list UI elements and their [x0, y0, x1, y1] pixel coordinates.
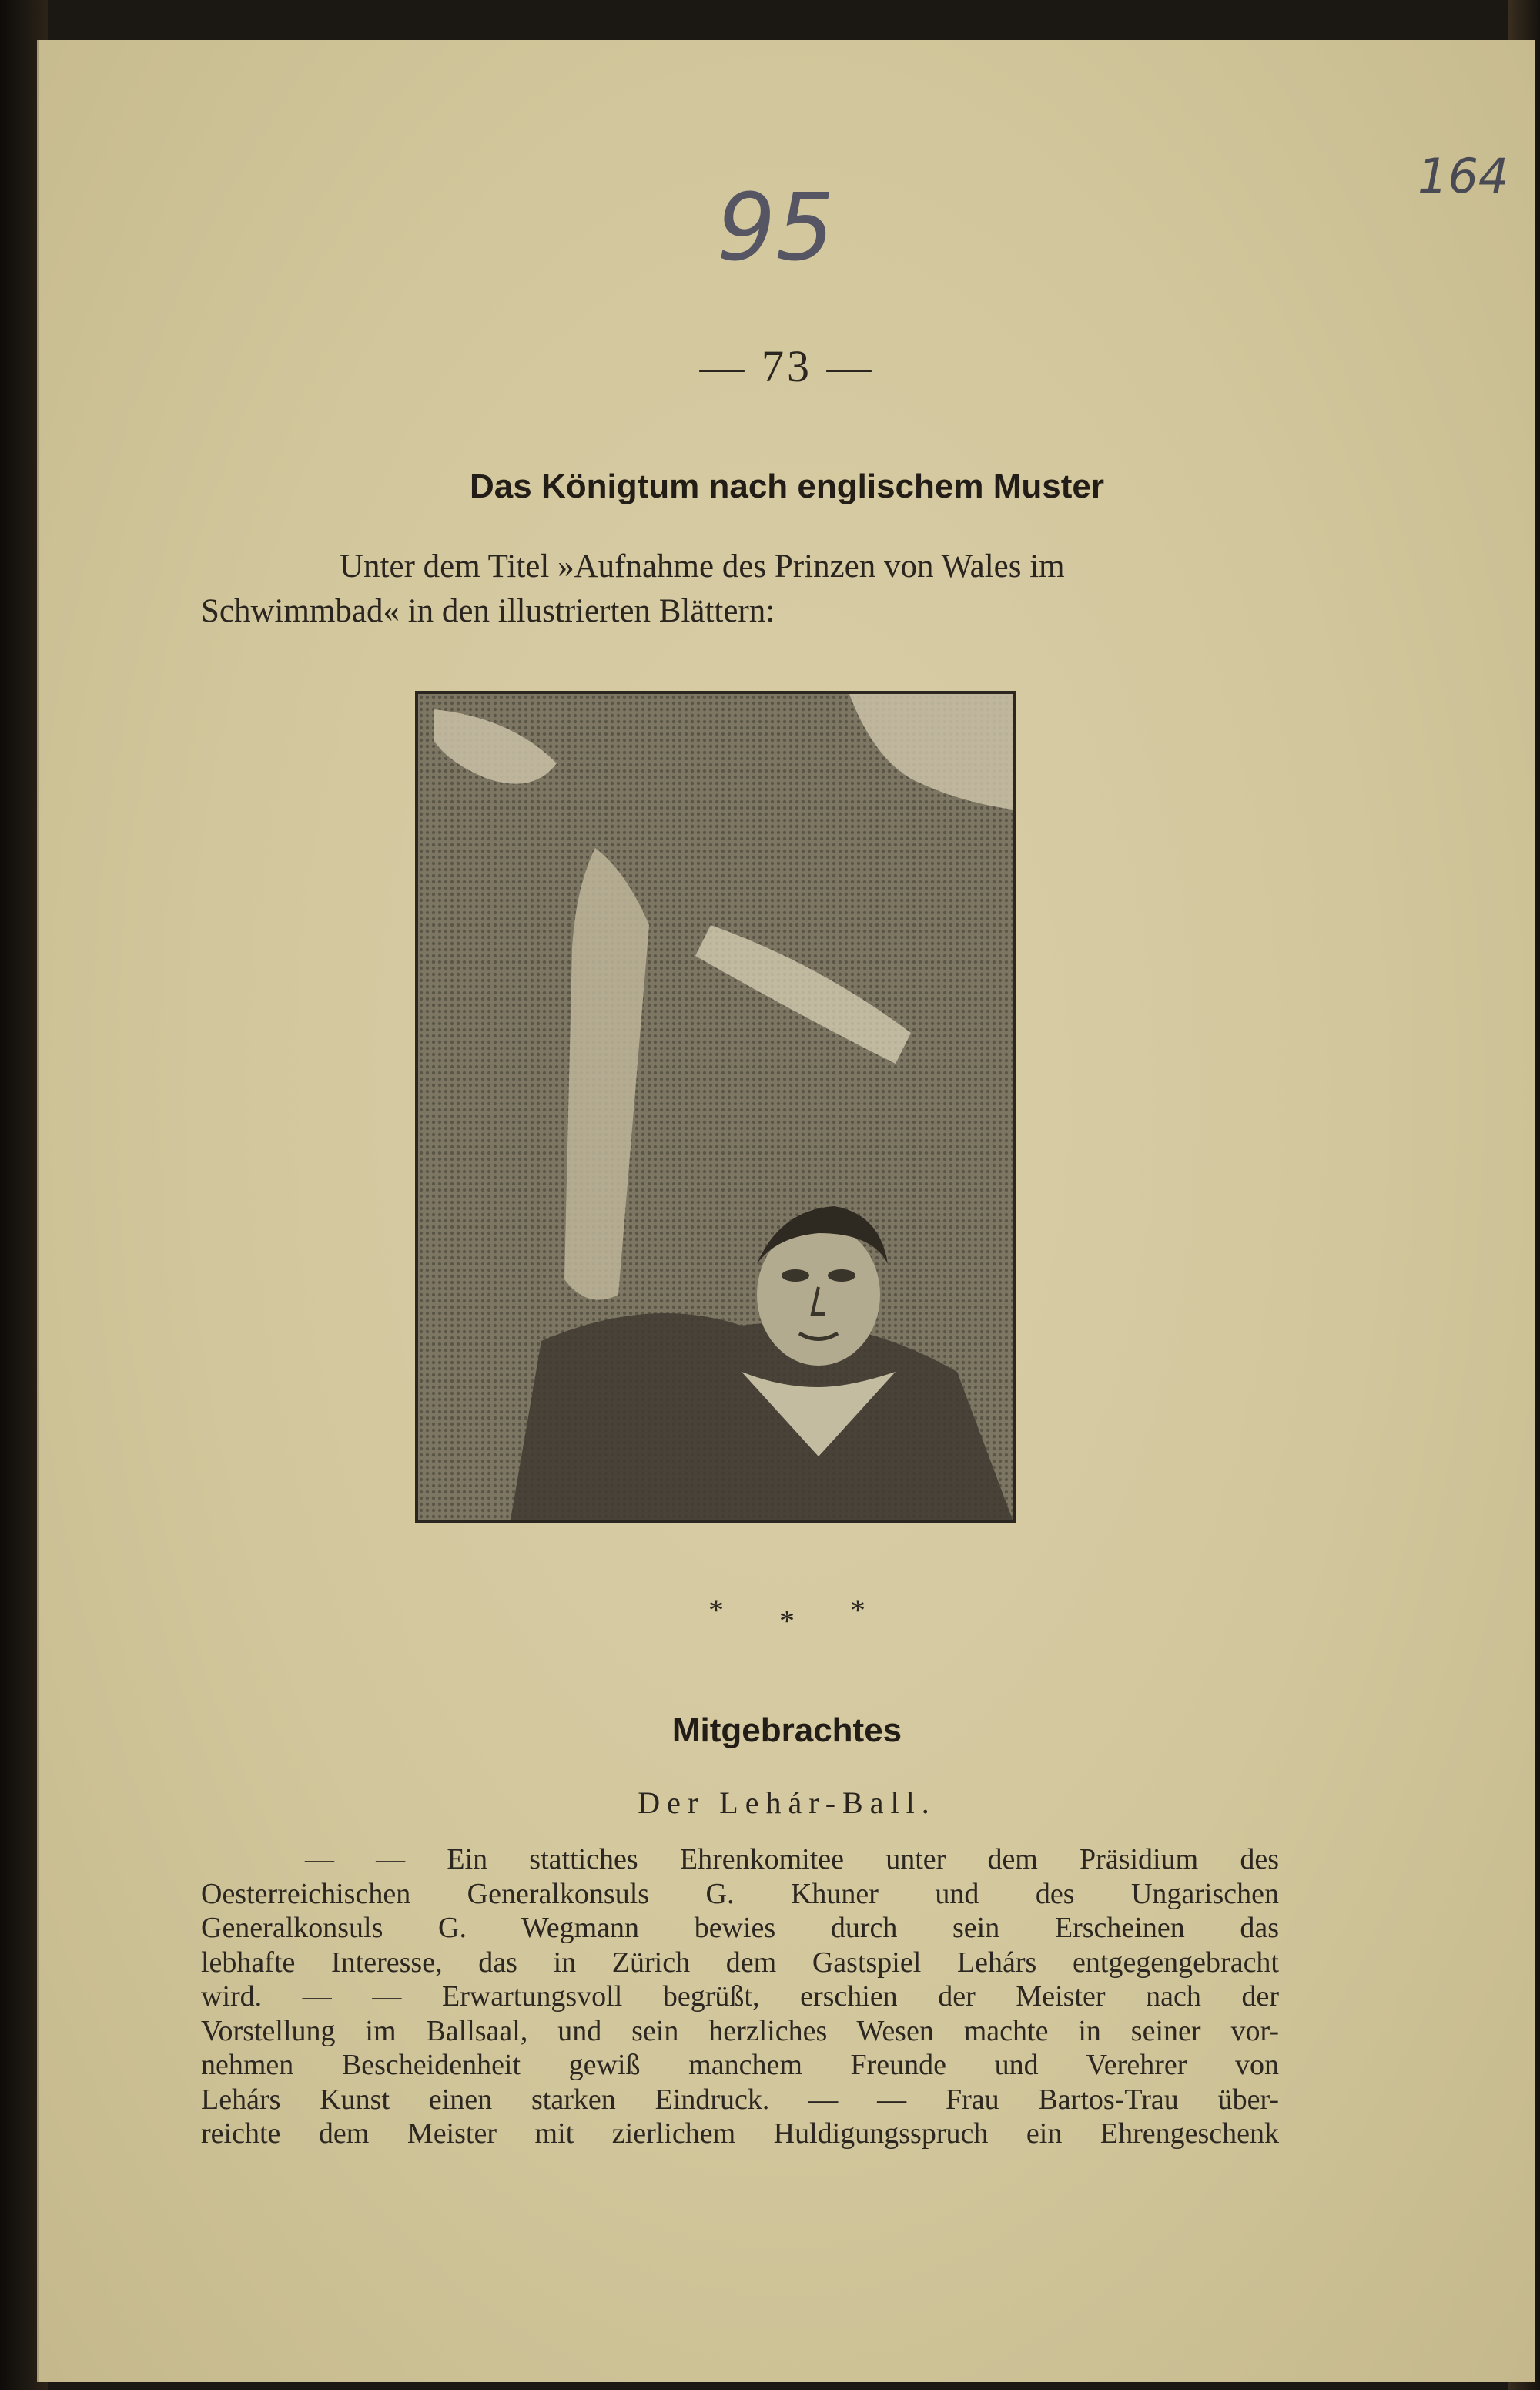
- text-line: reichte dem Meister mit zierlichem Huldigungsspruch ein Ehrengeschenk: [201, 2117, 1279, 2150]
- text-line: — — Ein stattiches Ehrenkomitee unter dem Präsidium des: [305, 1843, 1279, 1875]
- asterisk: *: [779, 1604, 795, 1638]
- page-number: — 73 —: [699, 341, 875, 391]
- handwritten-folio-number: 164: [1418, 148, 1509, 204]
- article-body: [201, 1842, 1279, 2151]
- section-separator: [39, 1592, 1535, 1638]
- halftone-photo-prince-of-wales: [415, 691, 1016, 1523]
- text-line: wird. — — Erwartungsvoll begrüßt, erschien der Meister nach der: [201, 1980, 1279, 2013]
- photo-illustration: [418, 694, 1013, 1520]
- section-subtitle-lehar-ball: Der Lehár-Ball.: [638, 1785, 936, 1820]
- text-line: Vorstellung im Ballsaal, und sein herzliches Wesen machte in seiner vor-: [201, 2014, 1279, 2047]
- section-title-koenigtum: Das Königtum nach englischem Muster: [470, 468, 1104, 505]
- handwritten-number: 95: [717, 175, 835, 282]
- intro-line: Schwimmbad« in den illustrierten Blättern:: [201, 593, 775, 629]
- text-line: Generalkonsuls G. Wegmann bewies durch sein Erscheinen das: [201, 1912, 1279, 1944]
- intro-line: Unter dem Titel »Aufnahme des Prinzen von Wales im: [340, 548, 1065, 585]
- text-line: Oesterreichischen Generalkonsuls G. Khuner und des Ungarischen: [201, 1877, 1279, 1910]
- book-page: [37, 40, 1535, 2382]
- intro-paragraph: [201, 545, 1279, 634]
- text-line: lebhafte Interesse, das in Zürich dem Gastspiel Lehárs entgegengebracht: [201, 1946, 1279, 1979]
- text-line: Lehárs Kunst einen starken Eindruck. — — Frau Bartos-Trau über-: [201, 2083, 1279, 2116]
- text-line: nehmen Bescheidenheit gewiß manchem Freunde und Verehrer von: [201, 2049, 1279, 2081]
- asterisk: *: [850, 1593, 865, 1627]
- asterisk: *: [708, 1593, 724, 1627]
- section-title-mitgebrachtes: Mitgebrachtes: [671, 1711, 902, 1749]
